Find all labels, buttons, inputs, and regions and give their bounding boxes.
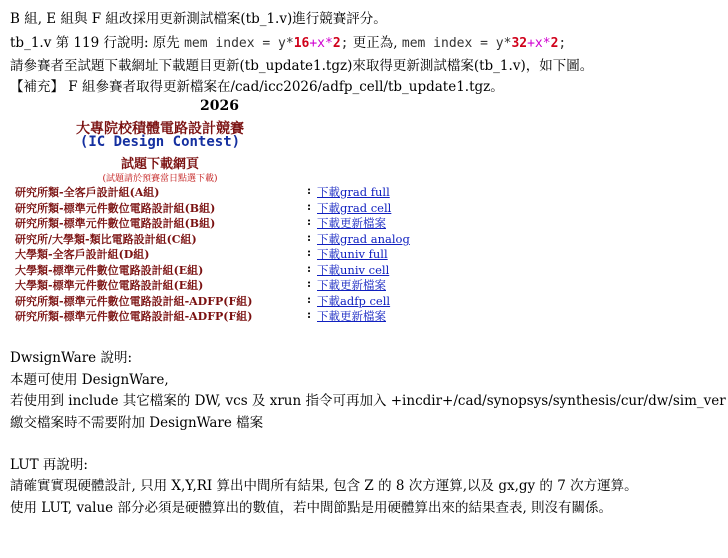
download-link[interactable]: 下載grad cell xyxy=(317,201,392,215)
row-colon: : xyxy=(307,308,312,321)
code-new-c: ; xyxy=(558,36,567,51)
code-old-n: 16 xyxy=(293,36,310,51)
dw-line-1: 本題可使用 DesignWare, xyxy=(10,372,169,388)
panel-note: (試題請於預賽當日點選下載) xyxy=(102,174,218,184)
row-colon: : xyxy=(307,246,312,259)
intro-line-4: 【補充】 F 組參賽者取得更新檔案在/cad/icc2026/adfp_cell/tb_update1.tgz。 xyxy=(10,79,504,95)
row-colon: : xyxy=(307,277,312,290)
code-new xyxy=(402,36,566,51)
download-row xyxy=(15,293,391,309)
panel-year: 2026 xyxy=(200,98,239,114)
row-label: 大學類-標準元件數位電路設計組(E組) xyxy=(15,279,204,292)
lut-line-2: 使用 LUT, value 部分必須是硬體算出的數值，若中間節點是用硬體算出來的結果查表, 則沒有關係。 xyxy=(10,500,613,516)
download-row xyxy=(15,277,386,293)
panel-subtitle: (IC Design Contest) xyxy=(79,134,241,150)
code-old-a: mem index = y* xyxy=(184,36,294,51)
download-page-image xyxy=(10,98,430,328)
download-link[interactable]: 下載adfp cell xyxy=(317,294,391,308)
row-colon: : xyxy=(307,262,312,275)
code-old-c: ; xyxy=(340,36,349,51)
code-new-n: 32 xyxy=(511,36,528,51)
row-label: 研究所/大學類-類比電路設計組(C組) xyxy=(15,233,197,246)
code-new-b: +x* xyxy=(527,36,551,51)
download-row xyxy=(15,231,410,247)
row-colon: : xyxy=(307,293,312,306)
row-colon: : xyxy=(307,215,312,228)
download-row xyxy=(15,184,390,200)
dw-heading: DwsignWare 說明: xyxy=(10,350,132,366)
row-label: 研究所類-標準元件數位電路設計組-ADFP(F組) xyxy=(15,310,253,323)
download-link[interactable]: 下載grad analog xyxy=(317,232,410,246)
download-row xyxy=(15,308,386,324)
row-label: 研究所類-全客戶設計組(A組) xyxy=(15,186,160,199)
dw-line-3: 繳交檔案時不需要附加 DesignWare 檔案 xyxy=(10,415,264,431)
panel-heading: 試題下載網頁 xyxy=(120,157,199,172)
lut-line-1: 請確實實現硬體設計, 只用 X,Y,RI 算出中間所有結果, 包含 Z 的 8 次方運算,以及 gx,gy 的 7 次方運算。 xyxy=(10,478,638,494)
row-colon: : xyxy=(307,231,312,244)
row-label: 研究所類-標準元件數位電路設計組(B組) xyxy=(15,202,216,215)
dw-line-2: 若使用到 include 其它檔案的 DW, vcs 及 xrun 指令可再加入 +incdir+/cad/synopsys/synthesis/cur/dw/sim_ver xyxy=(10,393,726,409)
row-colon: : xyxy=(307,184,312,197)
code-new-m: 2 xyxy=(550,36,559,51)
intro-line-2 xyxy=(10,34,566,53)
row-colon: : xyxy=(307,200,312,213)
download-row xyxy=(15,246,388,262)
row-label: 研究所類-標準元件數位電路設計組-ADFP(F組) xyxy=(15,295,253,308)
download-row xyxy=(15,215,386,231)
code-old xyxy=(184,36,348,51)
intro-line-1: B 組, E 組與 F 組改採用更新測試檔案(tb_1.v)進行競賽評分。 xyxy=(10,11,387,27)
code-new-a: mem index = y* xyxy=(401,36,512,51)
download-link[interactable]: 下載更新檔案 xyxy=(317,278,386,292)
intro-line-3: 請參賽者至試題下載網址下載題目更新(tb_update1.tgz)來取得更新測試檔案(tb_1.v)，如下圖。 xyxy=(10,58,594,74)
row-label: 研究所類-標準元件數位電路設計組(B組) xyxy=(15,217,216,230)
intro-line-2-mid: 更正為, xyxy=(352,35,398,51)
download-link[interactable]: 下載grad full xyxy=(317,185,390,199)
download-link[interactable]: 下載更新檔案 xyxy=(317,309,386,323)
download-row xyxy=(15,200,392,216)
download-row xyxy=(15,262,390,278)
row-label: 大學類-全客戶設計組(D組) xyxy=(15,248,150,261)
download-link[interactable]: 下載univ full xyxy=(317,247,388,261)
code-old-m: 2 xyxy=(332,36,341,51)
row-label: 大學類-標準元件數位電路設計組(E組) xyxy=(15,264,204,277)
panel-title: 大專院校積體電路設計競賽 xyxy=(76,121,244,137)
lut-heading: LUT 再說明: xyxy=(10,457,88,473)
download-link[interactable]: 下載univ cell xyxy=(317,263,390,277)
download-link[interactable]: 下載更新檔案 xyxy=(317,216,386,230)
code-old-b: +x* xyxy=(309,36,333,51)
intro-line-2-prefix: tb_1.v 第 119 行說明: 原先 xyxy=(10,35,180,51)
